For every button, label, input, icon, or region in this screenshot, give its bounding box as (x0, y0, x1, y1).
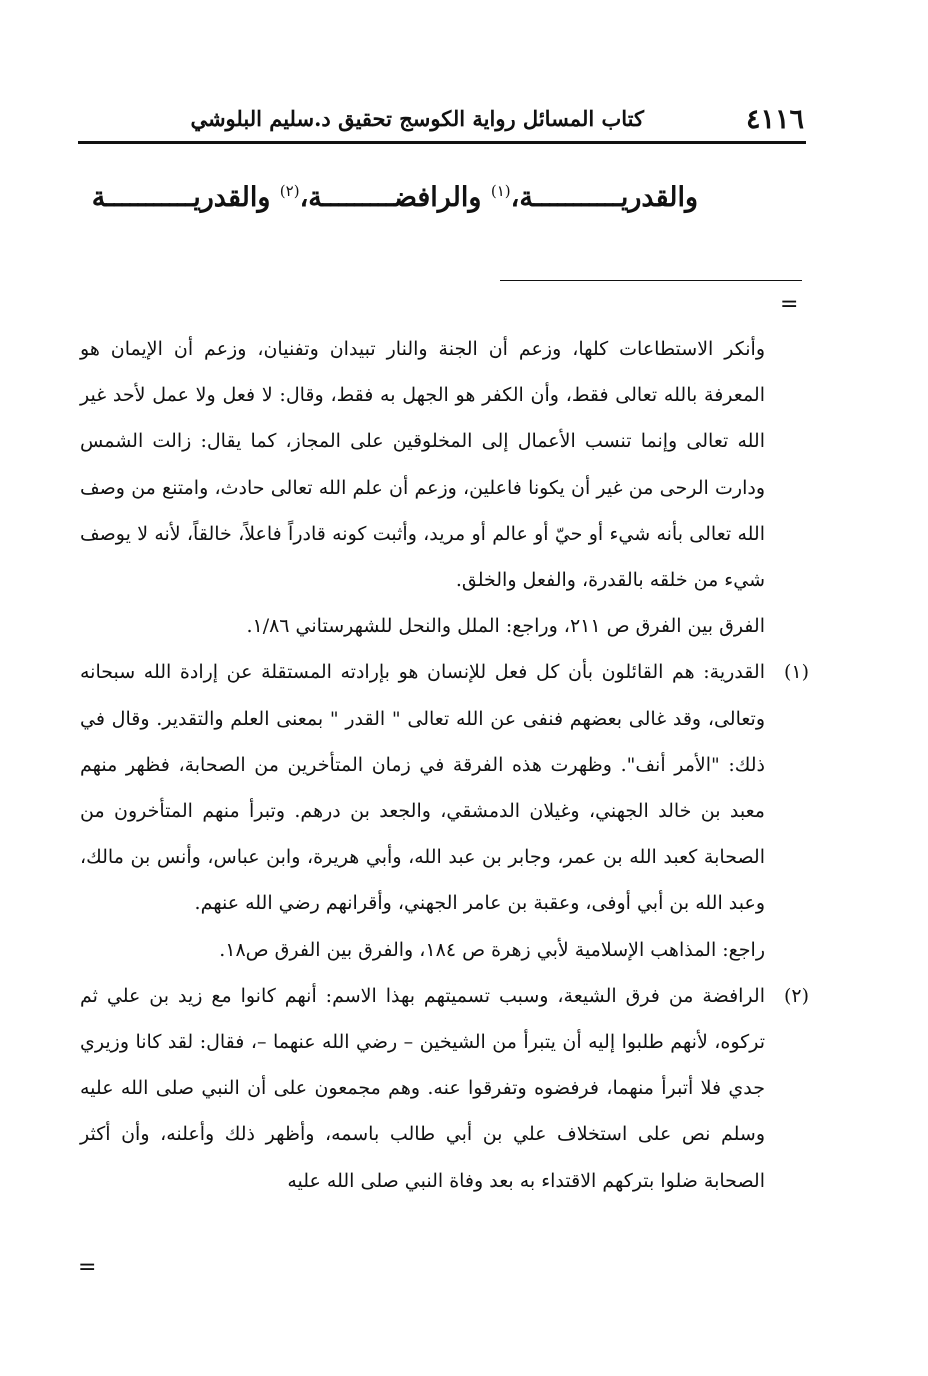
footnote-1-source: راجع: المذاهب الإسلامية لأبي زهرة ص ١٨٤، والفرق بين الفرق ص١٨. (219, 938, 765, 961)
page-number: ٤١١٦ (745, 104, 804, 135)
main-text-line (88, 182, 698, 213)
main-text-part-2: والرافضـــــــــة، (299, 182, 491, 213)
footnote-2 (80, 973, 809, 1204)
footnote-1-text: القدرية: هم القائلون بأن كل فعل للإنسان هو بإرادته المستقلة عن إرادة الله سبحانه وتعالى، وقد غالى بعضهم فنفى عن الله تعالى " القدر " بمعنى العلم والتقدير. وقال في ذلك: "الأمر أنف". وظهرت هذه الفرقة في زمان المتأخرين من الصحابة، فظهر منهم معبد بن خالد الجهني، وغيلان الدمشقي، والجعد بن درهم. وتبرأ منهم المتأخرون من الصحابة كعبد الله بن عمر، وجابر بن عبد الله، وأبي هريرة، وابن عباس، وأنس بن مالك، وعبد الله بن أبي أوفى، وعقبة بن عامر الجهني، وأقرانهم رضي الله عنهم. (80, 661, 765, 915)
continuation-marker-top: = (780, 292, 798, 317)
footnote-1-number: (١) (783, 661, 809, 684)
continuation-marker-bottom: = (78, 1255, 96, 1280)
footnote-2-text: الرافضة من فرق الشيعة، وسبب تسميتهم بهذا الاسم: أنهم كانوا مع زيد بن علي ثم تركوه، لأنهم طلبوا إليه أن يتبرأ من الشيخين – رضي الله عنهما –، فقال: لقد كانا وزيري جدي فلا أتبرأ منهما، فرفضوه وتفرقوا عنه. وهم مجمعون على أن النبي صلى الله عليه وسلم نص على استخلاف علي بن أبي طالب باسمه، وأظهر ذلك وأعلنه، وأن أكثر الصحابة ضلوا بتركهم الاقتداء به بعد وفاة النبي صلى الله عليه (80, 984, 765, 1192)
footnote-separator (500, 280, 802, 281)
footnote-continued-source: الفرق بين الفرق ص ٢١١، وراجع: الملل والنحل للشهرستاني ١/٨٦. (246, 615, 765, 638)
running-header (78, 100, 804, 140)
main-text-part-1: والقدريـــــــــــة، (510, 182, 698, 213)
book-title: كتاب المسائل رواية الكوسج تحقيق د.سليم البلوشي (190, 106, 644, 131)
footnote-continued-text: وأنكر الاستطاعات كلها، وزعم أن الجنة والنار تبيدان وتفنيان، وزعم أن الإيمان هو المعرفة بالله تعالى فقط، وأن الكفر هو الجهل به فقط، وقال: لا فعل ولا عمل لأحد غير الله تعالى وإنما تنسب الأعمال إلى المخلوقين على المجاز، كما يقال: زالت الشمس ودارت الرحى من غير أن يكونا فاعلين، وزعم أن علم الله تعالى حادث، وامتنع من وصف الله تعالى بأنه شيء أو حيّ أو عالم أو مريد، وأثبت كونه قادراً فاعلاً، خالقاً، لأنه لا يوصف شيء من خلقه بالقدرة، والفعل والخلق. (80, 338, 765, 592)
footnote-1 (80, 649, 809, 972)
footnote-ref-1[interactable]: (١) (490, 182, 511, 200)
footnote-ref-2[interactable]: (٢) (279, 182, 300, 200)
footnotes-section (80, 326, 809, 1204)
header-rule (78, 141, 806, 144)
footnote-2-number: (٢) (783, 984, 809, 1007)
main-text-part-3: والقدريـــــــــــة (91, 182, 280, 213)
